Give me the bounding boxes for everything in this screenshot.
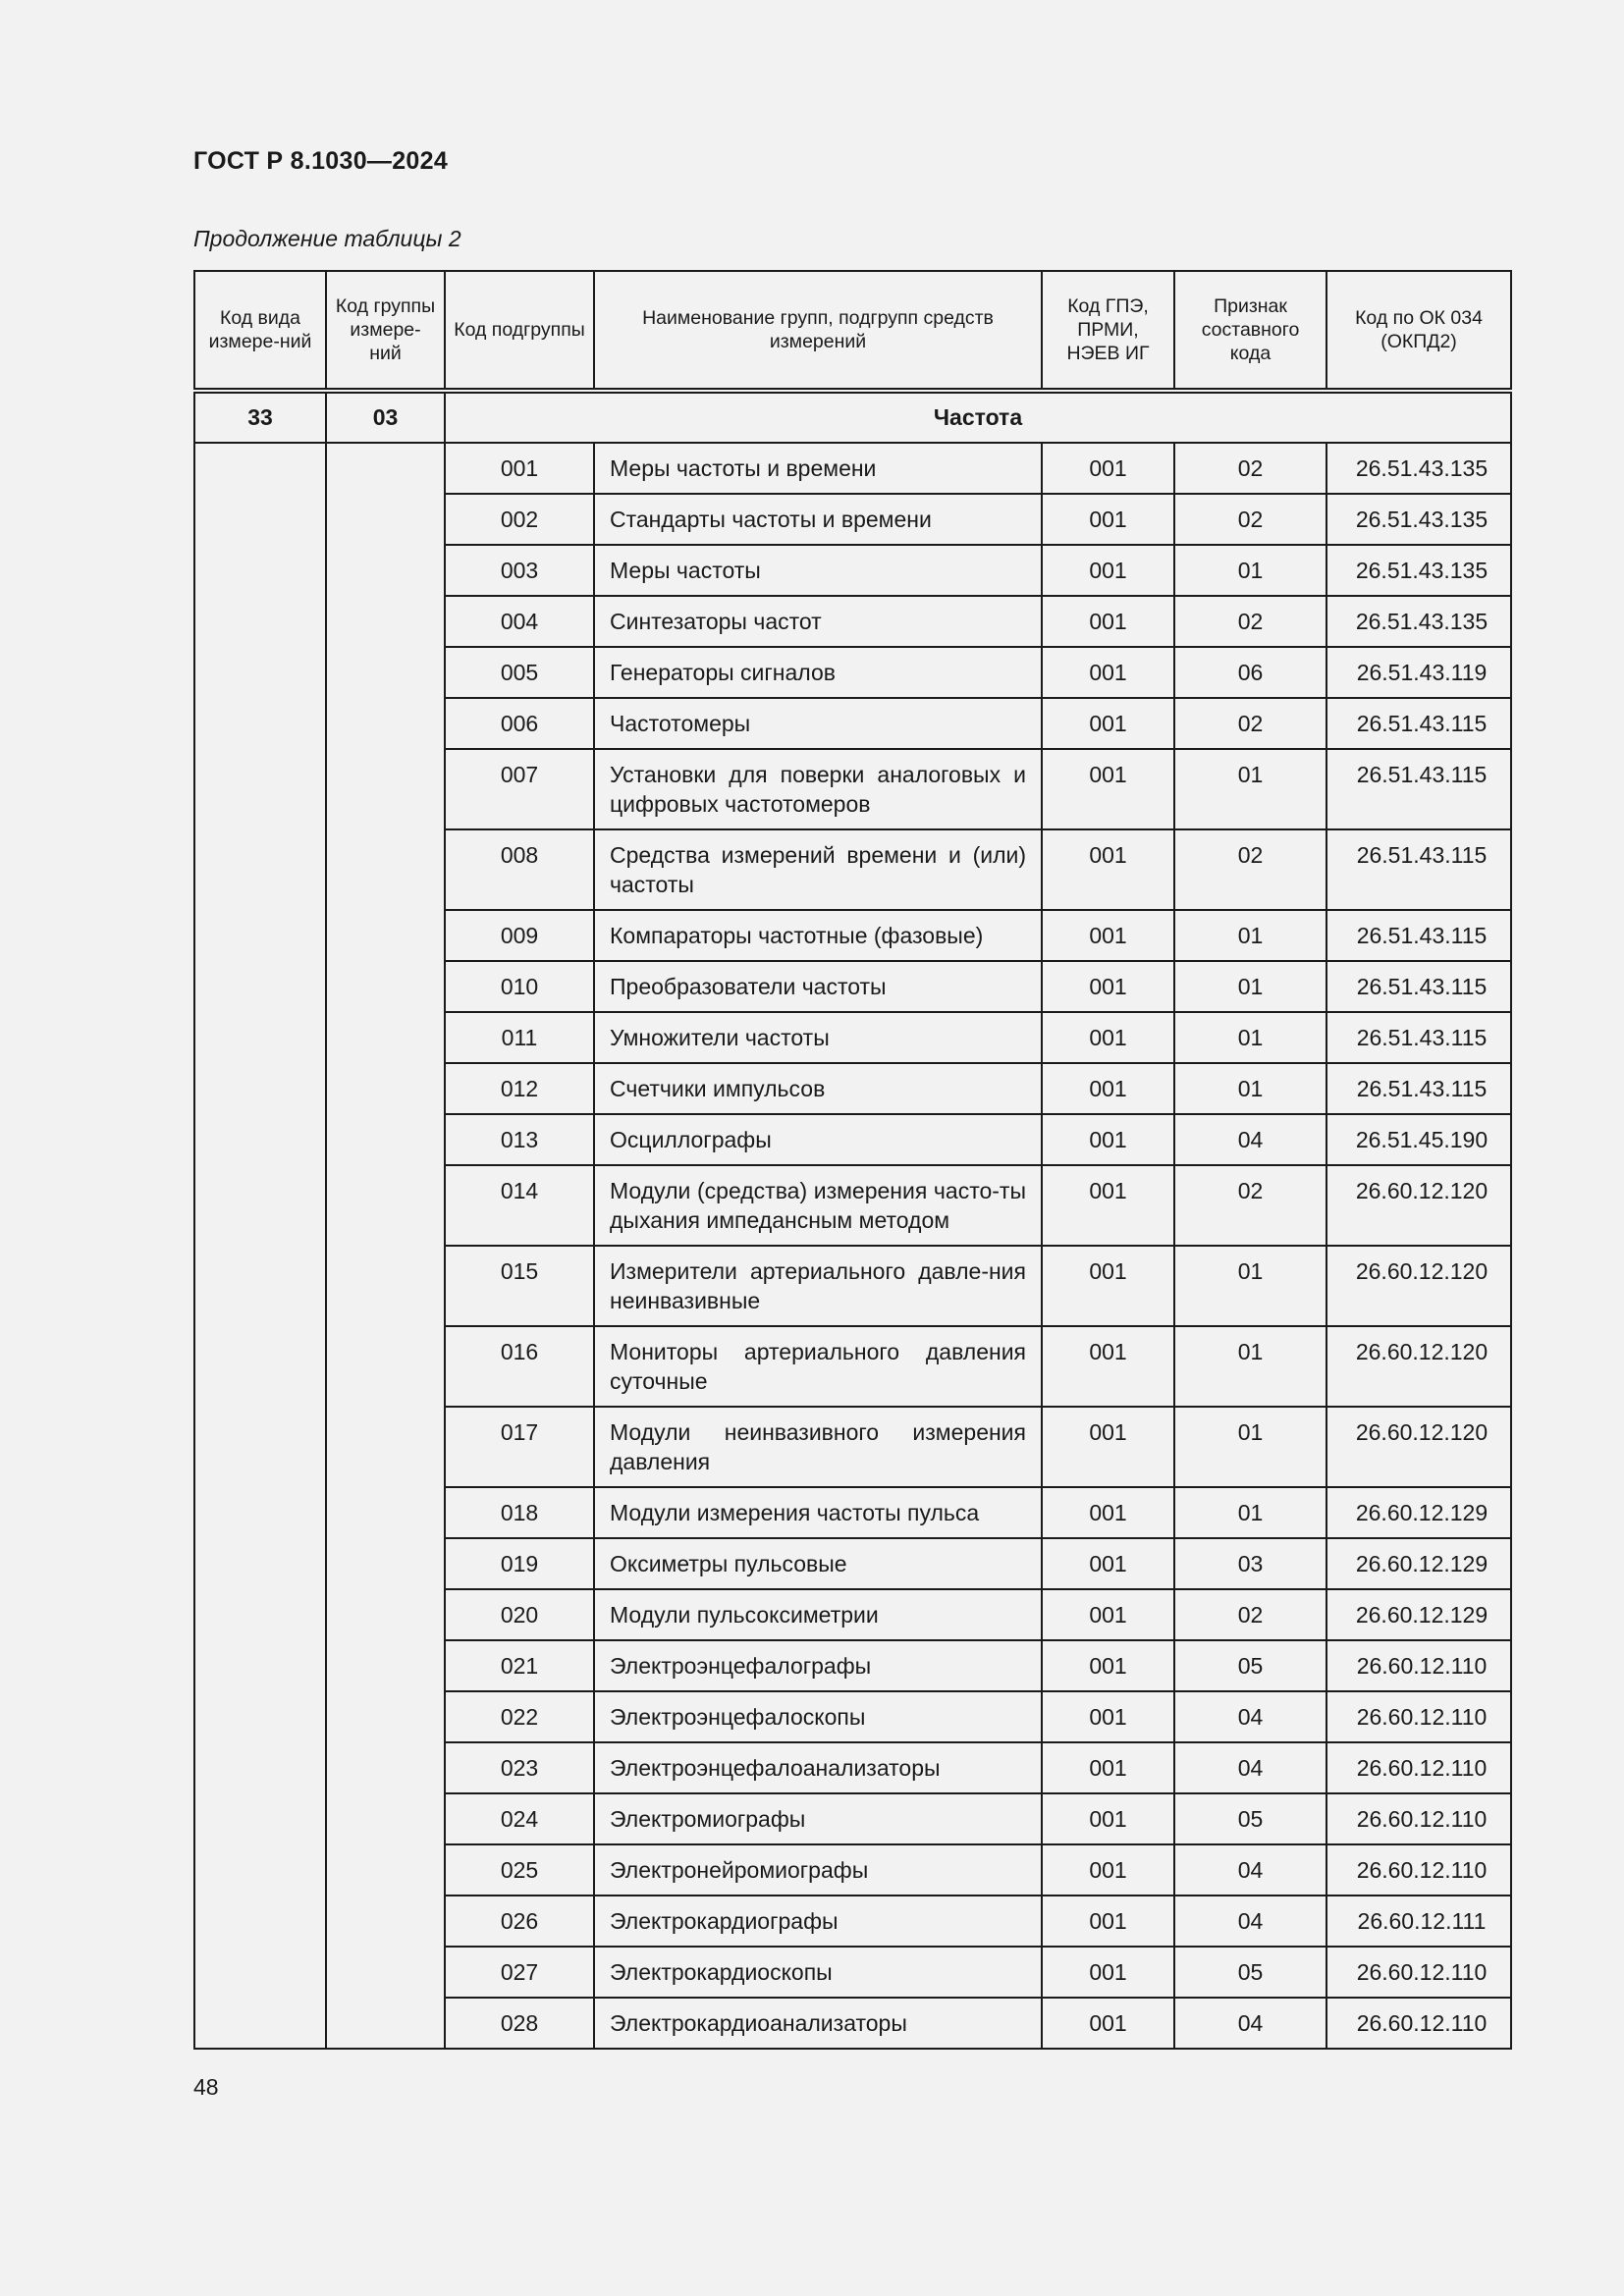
composite-sign-cell: 01 — [1174, 1012, 1326, 1063]
okpd-code-cell: 26.51.43.135 — [1326, 443, 1511, 494]
okpd-code-cell: 26.51.43.115 — [1326, 910, 1511, 961]
subgroup-code-cell: 004 — [445, 596, 594, 647]
name-cell: Электроэнцефалографы — [594, 1640, 1042, 1691]
okpd-code-cell: 26.51.43.115 — [1326, 1012, 1511, 1063]
name-cell: Синтезаторы частот — [594, 596, 1042, 647]
okpd-code-cell: 26.51.43.135 — [1326, 596, 1511, 647]
gpe-code-cell: 001 — [1042, 1165, 1174, 1246]
name-cell: Электронейромиографы — [594, 1844, 1042, 1896]
table-header-row — [194, 271, 1511, 391]
col-header-okpd: Код по ОК 034 (ОКПД2) — [1326, 271, 1511, 391]
composite-sign-cell: 01 — [1174, 1487, 1326, 1538]
gpe-code-cell: 001 — [1042, 749, 1174, 829]
name-cell: Электрокардиографы — [594, 1896, 1042, 1947]
gpe-code-cell: 001 — [1042, 494, 1174, 545]
composite-sign-cell: 04 — [1174, 1844, 1326, 1896]
okpd-code-cell: 26.51.43.135 — [1326, 545, 1511, 596]
gpe-code-cell: 001 — [1042, 1896, 1174, 1947]
name-cell: Средства измерений времени и (или) частоты — [594, 829, 1042, 910]
okpd-code-cell: 26.60.12.129 — [1326, 1487, 1511, 1538]
composite-sign-cell: 02 — [1174, 596, 1326, 647]
subgroup-code-cell: 008 — [445, 829, 594, 910]
composite-sign-cell: 01 — [1174, 749, 1326, 829]
okpd-code-cell: 26.51.43.115 — [1326, 749, 1511, 829]
name-cell: Осциллографы — [594, 1114, 1042, 1165]
okpd-code-cell: 26.51.43.119 — [1326, 647, 1511, 698]
gpe-code-cell: 001 — [1042, 596, 1174, 647]
okpd-code-cell: 26.51.45.190 — [1326, 1114, 1511, 1165]
name-cell: Модули измерения частоты пульса — [594, 1487, 1042, 1538]
composite-sign-cell: 02 — [1174, 1165, 1326, 1246]
col-header-name: Наименование групп, подгрупп средств измерений — [594, 271, 1042, 391]
gpe-code-cell: 001 — [1042, 1538, 1174, 1589]
composite-sign-cell: 04 — [1174, 1691, 1326, 1742]
name-cell: Частотомеры — [594, 698, 1042, 749]
gpe-code-cell: 001 — [1042, 1589, 1174, 1640]
composite-sign-cell: 01 — [1174, 1063, 1326, 1114]
subgroup-code-cell: 014 — [445, 1165, 594, 1246]
gpe-code-cell: 001 — [1042, 1487, 1174, 1538]
section-title: Частота — [445, 391, 1511, 443]
subgroup-code-cell: 013 — [445, 1114, 594, 1165]
subgroup-code-cell: 020 — [445, 1589, 594, 1640]
name-cell: Электроэнцефалоанализаторы — [594, 1742, 1042, 1793]
name-cell: Электрокардиоскопы — [594, 1947, 1042, 1998]
gpe-code-cell: 001 — [1042, 1691, 1174, 1742]
gpe-code-cell: 001 — [1042, 1947, 1174, 1998]
col-header-sign: Признак составного кода — [1174, 271, 1326, 391]
gpe-code-cell: 001 — [1042, 829, 1174, 910]
name-cell: Оксиметры пульсовые — [594, 1538, 1042, 1589]
gpe-code-cell: 001 — [1042, 1742, 1174, 1793]
composite-sign-cell: 03 — [1174, 1538, 1326, 1589]
empty-group-cell — [326, 443, 445, 2049]
okpd-code-cell: 26.60.12.110 — [1326, 1742, 1511, 1793]
composite-sign-cell: 02 — [1174, 1589, 1326, 1640]
okpd-code-cell: 26.60.12.110 — [1326, 1844, 1511, 1896]
subgroup-code-cell: 022 — [445, 1691, 594, 1742]
col-header-subgroup: Код подгруппы — [445, 271, 594, 391]
okpd-code-cell: 26.60.12.120 — [1326, 1165, 1511, 1246]
composite-sign-cell: 06 — [1174, 647, 1326, 698]
composite-sign-cell: 04 — [1174, 1114, 1326, 1165]
name-cell: Стандарты частоты и времени — [594, 494, 1042, 545]
subgroup-code-cell: 017 — [445, 1407, 594, 1487]
name-cell: Генераторы сигналов — [594, 647, 1042, 698]
name-cell: Мониторы артериального давления суточные — [594, 1326, 1042, 1407]
okpd-code-cell: 26.60.12.110 — [1326, 1691, 1511, 1742]
composite-sign-cell: 01 — [1174, 545, 1326, 596]
name-cell: Компараторы частотные (фазовые) — [594, 910, 1042, 961]
gpe-code-cell: 001 — [1042, 647, 1174, 698]
col-header-group: Код группы измере-ний — [326, 271, 445, 391]
subgroup-code-cell: 010 — [445, 961, 594, 1012]
subgroup-code-cell: 011 — [445, 1012, 594, 1063]
composite-sign-cell: 02 — [1174, 829, 1326, 910]
subgroup-code-cell: 016 — [445, 1326, 594, 1407]
gpe-code-cell: 001 — [1042, 1407, 1174, 1487]
composite-sign-cell: 02 — [1174, 443, 1326, 494]
okpd-code-cell: 26.51.43.115 — [1326, 1063, 1511, 1114]
table-caption: Продолжение таблицы 2 — [193, 226, 461, 251]
subgroup-code-cell: 025 — [445, 1844, 594, 1896]
section-row — [194, 391, 1511, 443]
subgroup-code-cell: 003 — [445, 545, 594, 596]
gpe-code-cell: 001 — [1042, 1998, 1174, 2049]
subgroup-code-cell: 002 — [445, 494, 594, 545]
gpe-code-cell: 001 — [1042, 698, 1174, 749]
okpd-code-cell: 26.51.43.135 — [1326, 494, 1511, 545]
section-vid-code: 33 — [194, 391, 326, 443]
col-header-vid: Код вида измере-ний — [194, 271, 326, 391]
okpd-code-cell: 26.60.12.120 — [1326, 1407, 1511, 1487]
gpe-code-cell: 001 — [1042, 1326, 1174, 1407]
col-header-gpe: Код ГПЭ, ПРМИ, НЭЕВ ИГ — [1042, 271, 1174, 391]
subgroup-code-cell: 018 — [445, 1487, 594, 1538]
composite-sign-cell: 04 — [1174, 1998, 1326, 2049]
okpd-code-cell: 26.60.12.110 — [1326, 1640, 1511, 1691]
table-row — [194, 443, 1511, 494]
name-cell: Умножители частоты — [594, 1012, 1042, 1063]
subgroup-code-cell: 026 — [445, 1896, 594, 1947]
classification-table — [193, 270, 1512, 2050]
subgroup-code-cell: 012 — [445, 1063, 594, 1114]
okpd-code-cell: 26.51.43.115 — [1326, 961, 1511, 1012]
gpe-code-cell: 001 — [1042, 1063, 1174, 1114]
composite-sign-cell: 05 — [1174, 1640, 1326, 1691]
composite-sign-cell: 02 — [1174, 494, 1326, 545]
name-cell: Установки для поверки аналоговых и цифровых частотомеров — [594, 749, 1042, 829]
name-cell: Меры частоты — [594, 545, 1042, 596]
gpe-code-cell: 001 — [1042, 1793, 1174, 1844]
okpd-code-cell: 26.60.12.110 — [1326, 1793, 1511, 1844]
subgroup-code-cell: 005 — [445, 647, 594, 698]
empty-vid-cell — [194, 443, 326, 2049]
name-cell: Счетчики импульсов — [594, 1063, 1042, 1114]
gpe-code-cell: 001 — [1042, 910, 1174, 961]
gpe-code-cell: 001 — [1042, 1246, 1174, 1326]
okpd-code-cell: 26.51.43.115 — [1326, 698, 1511, 749]
name-cell: Модули пульсоксиметрии — [594, 1589, 1042, 1640]
subgroup-code-cell: 021 — [445, 1640, 594, 1691]
subgroup-code-cell: 009 — [445, 910, 594, 961]
composite-sign-cell: 04 — [1174, 1742, 1326, 1793]
okpd-code-cell: 26.60.12.129 — [1326, 1538, 1511, 1589]
subgroup-code-cell: 019 — [445, 1538, 594, 1589]
name-cell: Меры частоты и времени — [594, 443, 1042, 494]
composite-sign-cell: 05 — [1174, 1947, 1326, 1998]
subgroup-code-cell: 007 — [445, 749, 594, 829]
okpd-code-cell: 26.60.12.110 — [1326, 1998, 1511, 2049]
composite-sign-cell: 01 — [1174, 1407, 1326, 1487]
okpd-code-cell: 26.60.12.120 — [1326, 1326, 1511, 1407]
name-cell: Преобразователи частоты — [594, 961, 1042, 1012]
name-cell: Электромиографы — [594, 1793, 1042, 1844]
subgroup-code-cell: 001 — [445, 443, 594, 494]
gpe-code-cell: 001 — [1042, 1844, 1174, 1896]
name-cell: Модули (средства) измерения часто-ты дыхания импедансным методом — [594, 1165, 1042, 1246]
composite-sign-cell: 01 — [1174, 961, 1326, 1012]
okpd-code-cell: 26.51.43.115 — [1326, 829, 1511, 910]
gpe-code-cell: 001 — [1042, 961, 1174, 1012]
okpd-code-cell: 26.60.12.129 — [1326, 1589, 1511, 1640]
okpd-code-cell: 26.60.12.111 — [1326, 1896, 1511, 1947]
name-cell: Электроэнцефалоскопы — [594, 1691, 1042, 1742]
okpd-code-cell: 26.60.12.120 — [1326, 1246, 1511, 1326]
composite-sign-cell: 04 — [1174, 1896, 1326, 1947]
gpe-code-cell: 001 — [1042, 1114, 1174, 1165]
composite-sign-cell: 01 — [1174, 1326, 1326, 1407]
gpe-code-cell: 001 — [1042, 545, 1174, 596]
name-cell: Модули неинвазивного измерения давления — [594, 1407, 1042, 1487]
page-number: 48 — [193, 2074, 219, 2100]
name-cell: Измерители артериального давле-ния неинвазивные — [594, 1246, 1042, 1326]
subgroup-code-cell: 023 — [445, 1742, 594, 1793]
gpe-code-cell: 001 — [1042, 1012, 1174, 1063]
composite-sign-cell: 01 — [1174, 910, 1326, 961]
gpe-code-cell: 001 — [1042, 1640, 1174, 1691]
composite-sign-cell: 02 — [1174, 698, 1326, 749]
subgroup-code-cell: 015 — [445, 1246, 594, 1326]
name-cell: Электрокардиоанализаторы — [594, 1998, 1042, 2049]
okpd-code-cell: 26.60.12.110 — [1326, 1947, 1511, 1998]
composite-sign-cell: 01 — [1174, 1246, 1326, 1326]
subgroup-code-cell: 027 — [445, 1947, 594, 1998]
subgroup-code-cell: 028 — [445, 1998, 594, 2049]
subgroup-code-cell: 024 — [445, 1793, 594, 1844]
document-title: ГОСТ Р 8.1030—2024 — [193, 147, 449, 175]
composite-sign-cell: 05 — [1174, 1793, 1326, 1844]
subgroup-code-cell: 006 — [445, 698, 594, 749]
gpe-code-cell: 001 — [1042, 443, 1174, 494]
section-group-code: 03 — [326, 391, 445, 443]
